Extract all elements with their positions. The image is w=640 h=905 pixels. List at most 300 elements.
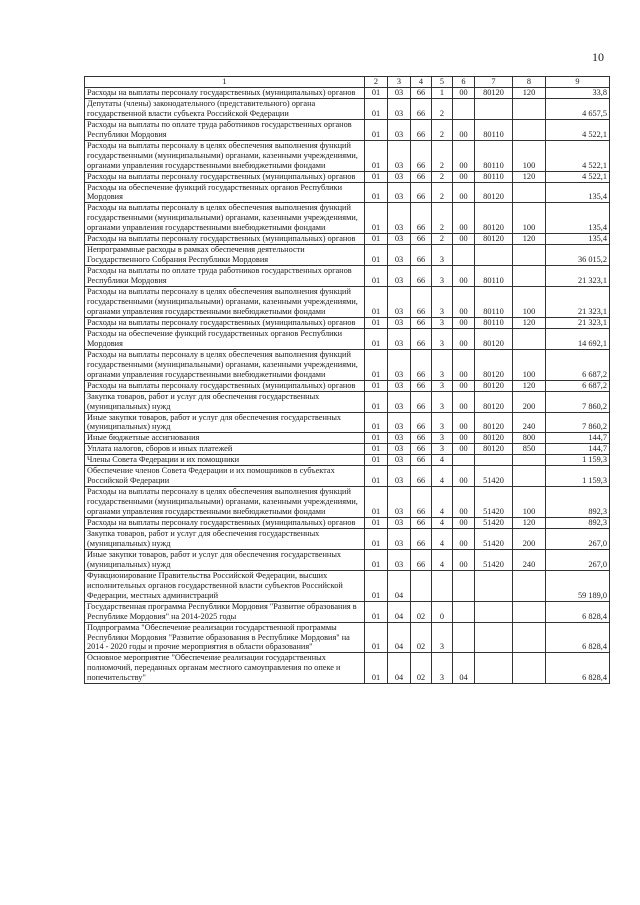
row-name-cell: Расходы на выплаты по оплате труда работников государственных органов Республики Мордовия xyxy=(85,266,365,287)
row-code-cell: 01 xyxy=(365,317,388,328)
row-name-cell: Расходы на обеспечение функций государственных органов Республики Мордовия xyxy=(85,182,365,203)
table-row xyxy=(85,549,610,570)
row-amount-cell: 144,7 xyxy=(546,433,610,444)
table-row xyxy=(85,412,610,433)
row-code-cell: 120 xyxy=(513,380,546,391)
row-name-cell: Расходы на выплаты персоналу государственных (муниципальных) органов xyxy=(85,171,365,182)
row-code-cell: 66 xyxy=(411,98,432,119)
row-name-cell: Расходы на выплаты персоналу государственных (муниципальных) органов xyxy=(85,87,365,98)
row-code-cell: 2 xyxy=(432,234,453,245)
row-code-cell: 01 xyxy=(365,87,388,98)
row-code-cell: 80120 xyxy=(475,433,513,444)
row-code-cell: 00 xyxy=(453,287,475,318)
row-amount-cell: 135,4 xyxy=(546,234,610,245)
row-code-cell: 3 xyxy=(432,328,453,349)
row-name-cell: Расходы на выплаты персоналу в целях обеспечения выполнения функций государственными (муниципальными) органами, казенными учреждениями, органами управления государственными внебюджетными фондами xyxy=(85,349,365,380)
row-code-cell: 03 xyxy=(388,518,411,529)
row-code-cell: 3 xyxy=(432,622,453,653)
col-header: 4 xyxy=(411,77,432,88)
row-amount-cell: 21 323,1 xyxy=(546,317,610,328)
row-amount-cell: 36 015,2 xyxy=(546,245,610,266)
row-name-cell: Расходы на выплаты персоналу в целях обеспечения выполнения функций государственными (муниципальными) органами, казенными учреждениями, органами управления государственными внебюджетными фондами xyxy=(85,140,365,171)
row-code-cell: 80120 xyxy=(475,182,513,203)
row-code-cell: 66 xyxy=(411,391,432,412)
row-code-cell: 66 xyxy=(411,317,432,328)
row-code-cell: 01 xyxy=(365,653,388,684)
row-code-cell: 4 xyxy=(432,549,453,570)
row-code-cell xyxy=(513,328,546,349)
row-code-cell: 240 xyxy=(513,412,546,433)
row-code-cell xyxy=(475,245,513,266)
row-code-cell: 51420 xyxy=(475,518,513,529)
row-code-cell: 3 xyxy=(432,391,453,412)
row-code-cell: 66 xyxy=(411,171,432,182)
row-amount-cell: 21 323,1 xyxy=(546,287,610,318)
row-amount-cell: 14 692,1 xyxy=(546,328,610,349)
row-code-cell: 66 xyxy=(411,433,432,444)
table-row xyxy=(85,601,610,622)
table-row xyxy=(85,349,610,380)
row-code-cell: 80120 xyxy=(475,87,513,98)
table-row xyxy=(85,433,610,444)
row-code-cell: 01 xyxy=(365,601,388,622)
col-header: 8 xyxy=(513,77,546,88)
row-code-cell: 01 xyxy=(365,182,388,203)
row-code-cell: 66 xyxy=(411,349,432,380)
row-code-cell: 66 xyxy=(411,412,432,433)
row-name-cell: Иные бюджетные ассигнования xyxy=(85,433,365,444)
row-amount-cell: 892,3 xyxy=(546,518,610,529)
row-code-cell: 66 xyxy=(411,203,432,234)
row-code-cell: 00 xyxy=(453,87,475,98)
row-code-cell: 01 xyxy=(365,466,388,487)
row-name-cell: Расходы на выплаты персоналу государственных (муниципальных) органов xyxy=(85,380,365,391)
row-code-cell: 4 xyxy=(432,528,453,549)
row-code-cell xyxy=(475,455,513,466)
row-code-cell: 03 xyxy=(388,487,411,518)
row-code-cell: 66 xyxy=(411,234,432,245)
row-code-cell: 01 xyxy=(365,98,388,119)
table-row xyxy=(85,653,610,684)
row-code-cell: 03 xyxy=(388,266,411,287)
row-code-cell xyxy=(513,601,546,622)
row-code-cell: 80120 xyxy=(475,203,513,234)
row-code-cell: 66 xyxy=(411,487,432,518)
row-code-cell: 04 xyxy=(388,601,411,622)
row-code-cell: 03 xyxy=(388,528,411,549)
row-code-cell: 120 xyxy=(513,317,546,328)
row-code-cell: 4 xyxy=(432,455,453,466)
row-code-cell: 66 xyxy=(411,140,432,171)
row-amount-cell: 4 522,1 xyxy=(546,140,610,171)
row-code-cell: 02 xyxy=(411,601,432,622)
row-code-cell: 03 xyxy=(388,234,411,245)
row-name-cell: Закупка товаров, работ и услуг для обеспечения государственных (муниципальных) нужд xyxy=(85,528,365,549)
row-code-cell xyxy=(453,455,475,466)
row-code-cell: 4 xyxy=(432,466,453,487)
row-name-cell: Расходы на выплаты персоналу в целях обеспечения выполнения функций государственными (муниципальными) органами, казенными учреждениями, органами управления государственными внебюджетными фондами xyxy=(85,487,365,518)
row-code-cell: 03 xyxy=(388,119,411,140)
row-code-cell: 4 xyxy=(432,487,453,518)
row-code-cell: 66 xyxy=(411,266,432,287)
row-code-cell xyxy=(453,622,475,653)
row-code-cell: 3 xyxy=(432,444,453,455)
col-header: 3 xyxy=(388,77,411,88)
row-code-cell: 01 xyxy=(365,444,388,455)
row-code-cell: 03 xyxy=(388,203,411,234)
row-amount-cell: 6 687,2 xyxy=(546,349,610,380)
row-code-cell: 01 xyxy=(365,455,388,466)
row-code-cell: 03 xyxy=(388,466,411,487)
row-name-cell: Расходы на выплаты по оплате труда работников государственных органов Республики Мордовия xyxy=(85,119,365,140)
row-code-cell: 00 xyxy=(453,549,475,570)
row-code-cell: 00 xyxy=(453,487,475,518)
row-code-cell: 100 xyxy=(513,287,546,318)
row-code-cell: 03 xyxy=(388,328,411,349)
row-name-cell: Расходы на обеспечение функций государственных органов Республики Мордовия xyxy=(85,328,365,349)
row-code-cell: 01 xyxy=(365,487,388,518)
col-header: 7 xyxy=(475,77,513,88)
row-code-cell: 01 xyxy=(365,380,388,391)
row-amount-cell: 267,0 xyxy=(546,528,610,549)
table-body xyxy=(85,87,610,683)
row-code-cell xyxy=(513,182,546,203)
table-row xyxy=(85,87,610,98)
row-code-cell: 01 xyxy=(365,528,388,549)
row-code-cell: 03 xyxy=(388,245,411,266)
row-amount-cell: 892,3 xyxy=(546,487,610,518)
row-amount-cell: 21 323,1 xyxy=(546,266,610,287)
row-code-cell: 240 xyxy=(513,549,546,570)
col-header: 6 xyxy=(453,77,475,88)
row-code-cell: 100 xyxy=(513,203,546,234)
row-code-cell: 80110 xyxy=(475,140,513,171)
row-code-cell: 01 xyxy=(365,570,388,601)
row-amount-cell: 144,7 xyxy=(546,444,610,455)
row-code-cell xyxy=(475,98,513,119)
row-code-cell xyxy=(453,601,475,622)
row-code-cell xyxy=(513,455,546,466)
row-code-cell: 01 xyxy=(365,119,388,140)
row-code-cell: 03 xyxy=(388,412,411,433)
row-code-cell: 01 xyxy=(365,622,388,653)
table-row xyxy=(85,245,610,266)
table-row xyxy=(85,391,610,412)
row-code-cell: 03 xyxy=(388,433,411,444)
row-name-cell: Расходы на выплаты персоналу в целях обеспечения выполнения функций государственными (муниципальными) органами, казенными учреждениями, органами управления государственными внебюджетными фондами xyxy=(85,287,365,318)
row-code-cell xyxy=(475,570,513,601)
row-code-cell: 80110 xyxy=(475,317,513,328)
row-code-cell: 00 xyxy=(453,234,475,245)
row-code-cell: 00 xyxy=(453,349,475,380)
row-name-cell: Основное мероприятие "Обеспечение реализации государственных полномочий, переданных органам местного самоуправления по опеке и попечительству" xyxy=(85,653,365,684)
row-code-cell: 66 xyxy=(411,119,432,140)
row-code-cell: 04 xyxy=(453,653,475,684)
row-amount-cell: 6 828,4 xyxy=(546,622,610,653)
row-code-cell: 01 xyxy=(365,391,388,412)
table-row xyxy=(85,444,610,455)
row-code-cell: 80120 xyxy=(475,349,513,380)
row-code-cell: 00 xyxy=(453,119,475,140)
row-code-cell: 00 xyxy=(453,182,475,203)
row-code-cell: 03 xyxy=(388,140,411,171)
row-amount-cell: 4 657,5 xyxy=(546,98,610,119)
row-code-cell: 120 xyxy=(513,234,546,245)
row-code-cell: 80120 xyxy=(475,412,513,433)
row-code-cell: 3 xyxy=(432,245,453,266)
row-name-cell: Закупка товаров, работ и услуг для обеспечения государственных (муниципальных) нужд xyxy=(85,391,365,412)
row-code-cell: 3 xyxy=(432,653,453,684)
row-name-cell: Расходы на выплаты персоналу государственных (муниципальных) органов xyxy=(85,518,365,529)
row-code-cell: 00 xyxy=(453,203,475,234)
table-row xyxy=(85,455,610,466)
table-row xyxy=(85,570,610,601)
row-amount-cell: 135,4 xyxy=(546,203,610,234)
row-code-cell: 66 xyxy=(411,245,432,266)
row-code-cell xyxy=(513,466,546,487)
row-code-cell: 66 xyxy=(411,518,432,529)
row-code-cell: 02 xyxy=(411,622,432,653)
row-code-cell: 2 xyxy=(432,171,453,182)
row-code-cell: 00 xyxy=(453,444,475,455)
row-amount-cell: 1 159,3 xyxy=(546,455,610,466)
row-code-cell: 03 xyxy=(388,549,411,570)
table-row xyxy=(85,518,610,529)
row-name-cell: Обеспечение членов Совета Федерации и их помощников в субъектах Российской Федерации xyxy=(85,466,365,487)
row-code-cell: 80110 xyxy=(475,119,513,140)
row-code-cell: 03 xyxy=(388,380,411,391)
row-code-cell: 200 xyxy=(513,528,546,549)
row-code-cell: 51420 xyxy=(475,466,513,487)
row-code-cell: 3 xyxy=(432,380,453,391)
row-code-cell: 850 xyxy=(513,444,546,455)
row-code-cell: 01 xyxy=(365,328,388,349)
row-code-cell: 04 xyxy=(388,622,411,653)
row-name-cell: Члены Совета Федерации и их помощники xyxy=(85,455,365,466)
row-code-cell: 03 xyxy=(388,287,411,318)
row-amount-cell: 6 828,4 xyxy=(546,601,610,622)
row-code-cell: 2 xyxy=(432,119,453,140)
row-code-cell xyxy=(513,266,546,287)
table-row xyxy=(85,171,610,182)
row-code-cell xyxy=(475,622,513,653)
table-row xyxy=(85,622,610,653)
row-amount-cell: 267,0 xyxy=(546,549,610,570)
row-code-cell: 03 xyxy=(388,349,411,380)
table-row xyxy=(85,380,610,391)
row-code-cell: 03 xyxy=(388,182,411,203)
row-amount-cell: 135,4 xyxy=(546,182,610,203)
row-name-cell: Непрограммные расходы в рамках обеспечения деятельности Государственного Собрания Республики Мордовия xyxy=(85,245,365,266)
table-row xyxy=(85,182,610,203)
row-code-cell: 200 xyxy=(513,391,546,412)
table-row xyxy=(85,234,610,245)
page-number: 10 xyxy=(592,50,604,64)
row-code-cell: 01 xyxy=(365,412,388,433)
row-code-cell: 120 xyxy=(513,171,546,182)
row-code-cell: 66 xyxy=(411,466,432,487)
row-code-cell: 01 xyxy=(365,245,388,266)
table-row xyxy=(85,317,610,328)
row-code-cell: 80120 xyxy=(475,328,513,349)
row-code-cell: 80120 xyxy=(475,234,513,245)
row-name-cell: Государственная программа Республики Мордовия "Развитие образования в Республике Мордовия" на 2014-2025 годы xyxy=(85,601,365,622)
row-code-cell: 3 xyxy=(432,266,453,287)
row-code-cell: 03 xyxy=(388,98,411,119)
row-amount-cell: 4 522,1 xyxy=(546,119,610,140)
row-code-cell: 3 xyxy=(432,412,453,433)
table-row xyxy=(85,528,610,549)
table-row xyxy=(85,287,610,318)
row-name-cell: Расходы на выплаты персоналу в целях обеспечения выполнения функций государственными (муниципальными) органами, казенными учреждениями, органами управления государственными внебюджетными фондами xyxy=(85,203,365,234)
row-name-cell: Уплата налогов, сборов и иных платежей xyxy=(85,444,365,455)
row-code-cell: 04 xyxy=(388,570,411,601)
row-name-cell: Расходы на выплаты персоналу государственных (муниципальных) органов xyxy=(85,317,365,328)
row-code-cell: 3 xyxy=(432,317,453,328)
table-row xyxy=(85,487,610,518)
row-code-cell: 00 xyxy=(453,140,475,171)
col-header: 9 xyxy=(546,77,610,88)
row-code-cell: 01 xyxy=(365,266,388,287)
row-name-cell: Расходы на выплаты персоналу государственных (муниципальных) органов xyxy=(85,234,365,245)
row-code-cell: 2 xyxy=(432,98,453,119)
row-code-cell: 51420 xyxy=(475,549,513,570)
row-code-cell: 03 xyxy=(388,444,411,455)
row-code-cell: 66 xyxy=(411,528,432,549)
table-row xyxy=(85,328,610,349)
row-code-cell: 100 xyxy=(513,140,546,171)
row-code-cell xyxy=(475,653,513,684)
col-header: 1 xyxy=(85,77,365,88)
row-code-cell: 1 xyxy=(432,87,453,98)
row-code-cell: 03 xyxy=(388,455,411,466)
row-code-cell: 800 xyxy=(513,433,546,444)
row-code-cell xyxy=(475,601,513,622)
row-code-cell: 00 xyxy=(453,433,475,444)
row-name-cell: Иные закупки товаров, работ и услуг для обеспечения государственных (муниципальных) нужд xyxy=(85,412,365,433)
row-code-cell: 00 xyxy=(453,171,475,182)
table-row xyxy=(85,203,610,234)
row-code-cell: 00 xyxy=(453,528,475,549)
table-row xyxy=(85,98,610,119)
row-code-cell: 00 xyxy=(453,518,475,529)
row-code-cell: 120 xyxy=(513,87,546,98)
row-code-cell: 2 xyxy=(432,140,453,171)
row-name-cell: Функционирование Правительства Российской Федерации, высших исполнительных органов государственной власти субъектов Российской Федерации, местных администраций xyxy=(85,570,365,601)
row-code-cell: 01 xyxy=(365,349,388,380)
row-code-cell: 80120 xyxy=(475,444,513,455)
row-code-cell xyxy=(513,653,546,684)
row-code-cell: 120 xyxy=(513,518,546,529)
row-code-cell: 66 xyxy=(411,182,432,203)
row-code-cell: 03 xyxy=(388,171,411,182)
row-amount-cell: 59 189,0 xyxy=(546,570,610,601)
row-code-cell: 66 xyxy=(411,549,432,570)
row-code-cell: 00 xyxy=(453,412,475,433)
row-code-cell: 80110 xyxy=(475,287,513,318)
row-code-cell xyxy=(432,570,453,601)
row-code-cell xyxy=(453,98,475,119)
row-code-cell: 2 xyxy=(432,203,453,234)
row-code-cell: 51420 xyxy=(475,528,513,549)
row-code-cell: 80110 xyxy=(475,266,513,287)
row-code-cell: 02 xyxy=(411,653,432,684)
row-name-cell: Депутаты (члены) законодательного (представительного) органа государственной власти субъекта Российской Федерации xyxy=(85,98,365,119)
row-code-cell: 00 xyxy=(453,466,475,487)
row-amount-cell: 4 522,1 xyxy=(546,171,610,182)
row-code-cell: 01 xyxy=(365,433,388,444)
row-amount-cell: 6 687,2 xyxy=(546,380,610,391)
table-row xyxy=(85,266,610,287)
col-header: 2 xyxy=(365,77,388,88)
row-code-cell: 66 xyxy=(411,380,432,391)
row-code-cell: 01 xyxy=(365,287,388,318)
row-code-cell xyxy=(513,622,546,653)
row-amount-cell: 33,8 xyxy=(546,87,610,98)
row-code-cell: 00 xyxy=(453,380,475,391)
row-code-cell: 100 xyxy=(513,487,546,518)
row-code-cell: 100 xyxy=(513,349,546,380)
row-code-cell: 66 xyxy=(411,455,432,466)
row-code-cell xyxy=(411,570,432,601)
row-amount-cell: 1 159,3 xyxy=(546,466,610,487)
row-name-cell: Подпрограмма "Обеспечение реализации государственной программы Республики Мордовия "Развитие образования в Республике Мордовия" на 2014 - 2020 годы и прочие мероприятия в области образования" xyxy=(85,622,365,653)
row-code-cell: 01 xyxy=(365,140,388,171)
col-header: 5 xyxy=(432,77,453,88)
row-code-cell: 3 xyxy=(432,349,453,380)
row-code-cell xyxy=(453,245,475,266)
row-code-cell xyxy=(513,570,546,601)
row-code-cell: 00 xyxy=(453,266,475,287)
row-code-cell: 03 xyxy=(388,317,411,328)
row-code-cell: 03 xyxy=(388,391,411,412)
header-row xyxy=(85,77,610,88)
row-code-cell: 66 xyxy=(411,328,432,349)
row-amount-cell: 7 860,2 xyxy=(546,412,610,433)
table-row xyxy=(85,140,610,171)
row-code-cell xyxy=(513,245,546,266)
row-code-cell: 01 xyxy=(365,171,388,182)
row-code-cell: 0 xyxy=(432,601,453,622)
row-code-cell: 00 xyxy=(453,391,475,412)
table-row xyxy=(85,466,610,487)
budget-table xyxy=(84,76,610,684)
row-code-cell: 51420 xyxy=(475,487,513,518)
row-code-cell: 80120 xyxy=(475,391,513,412)
row-name-cell: Иные закупки товаров, работ и услуг для обеспечения государственных (муниципальных) нужд xyxy=(85,549,365,570)
row-code-cell: 00 xyxy=(453,317,475,328)
row-code-cell: 66 xyxy=(411,444,432,455)
row-code-cell xyxy=(513,98,546,119)
table-row xyxy=(85,119,610,140)
row-code-cell: 3 xyxy=(432,287,453,318)
row-code-cell xyxy=(513,119,546,140)
row-amount-cell: 6 828,4 xyxy=(546,653,610,684)
row-code-cell: 03 xyxy=(388,87,411,98)
row-code-cell xyxy=(453,570,475,601)
row-code-cell: 66 xyxy=(411,287,432,318)
row-code-cell: 01 xyxy=(365,549,388,570)
row-code-cell: 3 xyxy=(432,433,453,444)
row-code-cell: 01 xyxy=(365,203,388,234)
row-code-cell: 4 xyxy=(432,518,453,529)
row-code-cell: 00 xyxy=(453,328,475,349)
row-code-cell: 01 xyxy=(365,234,388,245)
row-code-cell: 04 xyxy=(388,653,411,684)
row-code-cell: 01 xyxy=(365,518,388,529)
row-code-cell: 2 xyxy=(432,182,453,203)
row-amount-cell: 7 860,2 xyxy=(546,391,610,412)
